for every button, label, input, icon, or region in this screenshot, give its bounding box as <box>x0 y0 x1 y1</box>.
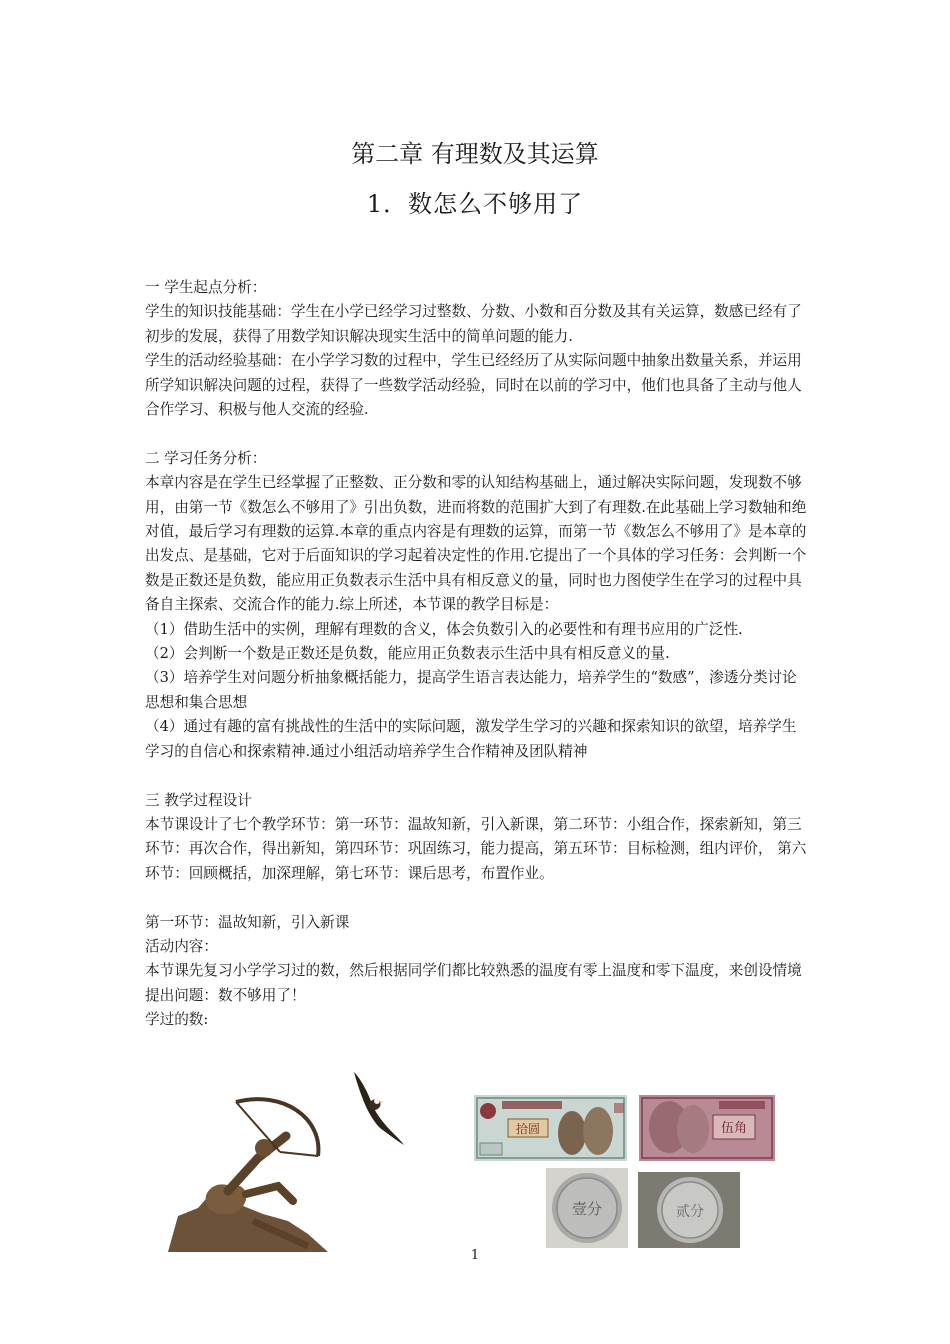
banknote-10-yuan-image <box>474 1095 627 1161</box>
section-title: 1．数怎么不够用了 <box>366 190 584 218</box>
objective-item: （3）培养学生对问题分析抽象概括能力，提高学生语言表达能力，培养学生的“数感”，渗透分类讨论思想和集合思想 <box>145 669 797 711</box>
archer-statue-image <box>168 1096 328 1252</box>
paragraph: 本节课先复习小学学习过的数，然后根据同学们都比较熟悉的温度有零上温度和零下温度，来创设情境提出问题：数不够用了！ <box>145 962 802 1004</box>
paragraph: 学生的知识技能基础：学生在小学已经学习过整数、分数、小数和百分数及其有关运算，数感已经有了初步的发展，获得了用数学知识解决现实生活中的简单问题的能力. <box>145 303 802 345</box>
page-number: 1 <box>470 1248 480 1263</box>
paragraph: 本节课设计了七个教学环节：第一环节：温故知新，引入新课，第二环节：小组合作，探索新知，第三环节：再次合作，得出新知，第四环节：巩固练习，能力提高，第五环节：目标检测，组内评价， 第六环节：回顾概括，加深理解，第七环节：课后思考，布置作业。 <box>145 815 807 882</box>
coin-1-fen-label: 壹分 <box>571 1200 603 1218</box>
coin-2-fen-image <box>638 1172 740 1248</box>
banknote-5-jiao-label: 伍角 <box>720 1121 748 1136</box>
heading-step-one: 第一环节：温故知新，引入新课 <box>145 913 350 931</box>
heading-process-design: 三 教学过程设计 <box>145 791 252 809</box>
paragraph: 学生的活动经验基础：在小学学习数的过程中，学生已经经历了从实际问题中抽象出数量关系，并运用所学知识解决问题的过程，获得了一些数学活动经验，同时在以前的学习中，他们也具备了主动与他人合作学习、积极与他人交流的经验. <box>145 352 802 419</box>
document-body <box>145 276 810 1033</box>
coin-1-fen-image <box>546 1168 628 1248</box>
paragraph: 活动内容： <box>145 937 218 955</box>
heading-student-analysis: 一 学生起点分析： <box>145 279 267 296</box>
objective-item: （1）借助生活中的实例，理解有理数的含义，体会负数引入的必要性和有理书应用的广泛性. <box>145 620 743 638</box>
objective-item: （4）通过有趣的富有挑战性的生活中的实际问题，激发学生学习的兴趣和探索知识的欲望，培养学生学习的自信心和探索精神.通过小组活动培养学生合作精神及团队精神 <box>145 718 797 760</box>
paragraph: 本章内容是在学生已经掌握了正整数、正分数和零的认知结构基础上，通过解决实际问题，发现数不够用，由第一节《数怎么不够用了》引出负数，进而将数的范围扩大到了有理数.在此基础上学习数轴和绝对值，最后学习有理数的运算.本章的重点内容是有理数的运算，而第一节《数怎么不够用了》是本章的出发点、是基础，它对于后面知识的学习起着决定性的作用.它提出了一个具体的学习任务：会判断一个数是正数还是负数，能应用正负数表示生活中具有相反意义的量，同时也力图使学生在学习的过程中具备自主探索、交流合作的能力.综上所述，本节课的教学目标是： <box>145 474 807 614</box>
paragraph: 学过的数: <box>145 1011 209 1029</box>
heading-task-analysis: 二 学习任务分析： <box>145 449 267 467</box>
objective-item: （2）会判断一个数是正数还是负数，能应用正负数表示生活中具有相反意义的量. <box>145 645 670 663</box>
coin-2-fen-label: 贰分 <box>676 1204 704 1220</box>
chapter-title: 第二章 有理数及其运算 <box>351 140 599 168</box>
banknote-5-jiao-image <box>639 1095 775 1161</box>
eagle-image <box>350 1068 406 1146</box>
banknote-10-yuan-label: 拾圆 <box>515 1122 541 1136</box>
